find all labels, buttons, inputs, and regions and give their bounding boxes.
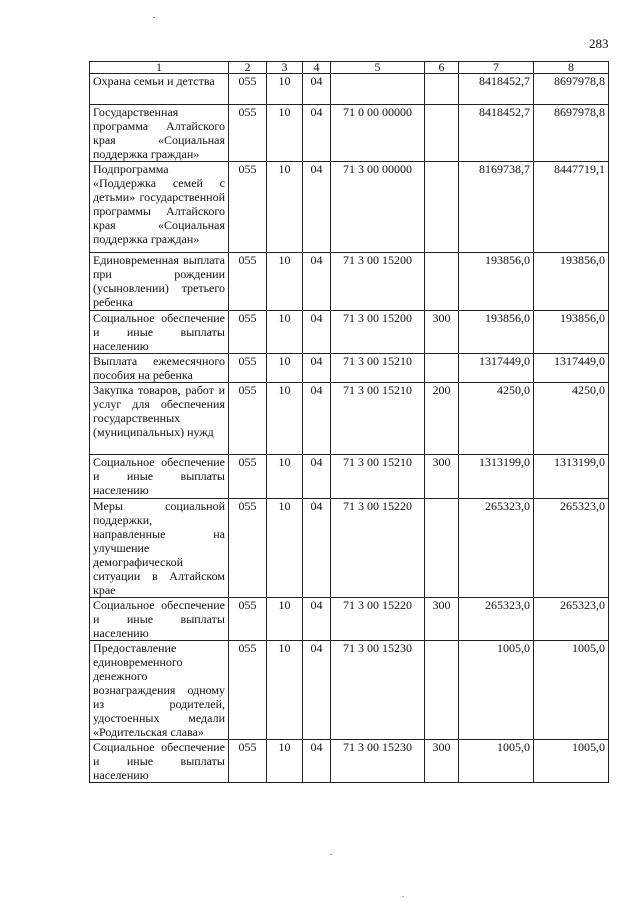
section-code: 10 bbox=[267, 354, 303, 383]
amount-year-1: 8418452,7 bbox=[459, 74, 534, 105]
admin-code: 055 bbox=[229, 74, 267, 105]
header-cell: 6 bbox=[425, 62, 459, 74]
row-name: Социальное обеспечение и иные выплаты населению bbox=[90, 598, 229, 641]
row-name: Подпрограмма «Поддержка семей с детьми» государственной программы Алтайского края «Социальная поддержка граждан» bbox=[90, 162, 229, 253]
table-row bbox=[90, 641, 609, 740]
admin-code: 055 bbox=[229, 354, 267, 383]
scan-speck bbox=[402, 896, 404, 897]
expense-type: 300 bbox=[425, 455, 459, 499]
amount-year-1: 1005,0 bbox=[459, 641, 534, 740]
table-row bbox=[90, 383, 609, 455]
table-row bbox=[90, 74, 609, 105]
amount-year-1: 193856,0 bbox=[459, 311, 534, 354]
subsection-code: 04 bbox=[303, 253, 331, 311]
amount-year-2: 1005,0 bbox=[534, 740, 609, 783]
table-row bbox=[90, 598, 609, 641]
admin-code: 055 bbox=[229, 641, 267, 740]
subsection-code: 04 bbox=[303, 162, 331, 253]
amount-year-1: 8418452,7 bbox=[459, 105, 534, 162]
expense-type bbox=[425, 162, 459, 253]
admin-code: 055 bbox=[229, 455, 267, 499]
subsection-code: 04 bbox=[303, 311, 331, 354]
amount-year-2: 8697978,8 bbox=[534, 74, 609, 105]
expense-type bbox=[425, 74, 459, 105]
expense-type bbox=[425, 105, 459, 162]
target-article: 71 3 00 15210 bbox=[331, 383, 425, 455]
target-article: 71 3 00 00000 bbox=[331, 162, 425, 253]
row-name: Охрана семьи и детства bbox=[90, 74, 229, 105]
subsection-code: 04 bbox=[303, 641, 331, 740]
section-code: 10 bbox=[267, 74, 303, 105]
amount-year-2: 1005,0 bbox=[534, 641, 609, 740]
amount-year-1: 265323,0 bbox=[459, 499, 534, 598]
amount-year-1: 8169738,7 bbox=[459, 162, 534, 253]
admin-code: 055 bbox=[229, 598, 267, 641]
target-article: 71 3 00 15210 bbox=[331, 455, 425, 499]
subsection-code: 04 bbox=[303, 383, 331, 455]
amount-year-1: 4250,0 bbox=[459, 383, 534, 455]
target-article: 71 3 00 15210 bbox=[331, 354, 425, 383]
expense-type: 300 bbox=[425, 740, 459, 783]
table-row bbox=[90, 455, 609, 499]
amount-year-1: 265323,0 bbox=[459, 598, 534, 641]
admin-code: 055 bbox=[229, 105, 267, 162]
row-name: Меры социальной поддержки, направленные на улучшение демографической ситуации в Алтайском крае bbox=[90, 499, 229, 598]
subsection-code: 04 bbox=[303, 598, 331, 641]
header-cell: 8 bbox=[534, 62, 609, 74]
scan-speck bbox=[153, 17, 155, 18]
amount-year-2: 8447719,1 bbox=[534, 162, 609, 253]
section-code: 10 bbox=[267, 598, 303, 641]
subsection-code: 04 bbox=[303, 74, 331, 105]
subsection-code: 04 bbox=[303, 455, 331, 499]
header-cell: 5 bbox=[331, 62, 425, 74]
table-row bbox=[90, 354, 609, 383]
row-name: Выплата ежемесячного пособия на ребенка bbox=[90, 354, 229, 383]
row-name: Закупка товаров, работ и услуг для обеспечения государственных (муниципальных) нужд bbox=[90, 383, 229, 455]
admin-code: 055 bbox=[229, 499, 267, 598]
amount-year-2: 265323,0 bbox=[534, 598, 609, 641]
amount-year-1: 193856,0 bbox=[459, 253, 534, 311]
table-row bbox=[90, 499, 609, 598]
budget-table bbox=[89, 61, 609, 783]
admin-code: 055 bbox=[229, 740, 267, 783]
header-cell: 3 bbox=[267, 62, 303, 74]
expense-type bbox=[425, 641, 459, 740]
target-article: 71 3 00 15200 bbox=[331, 311, 425, 354]
subsection-code: 04 bbox=[303, 105, 331, 162]
amount-year-2: 1313199,0 bbox=[534, 455, 609, 499]
header-cell: 1 bbox=[90, 62, 229, 74]
section-code: 10 bbox=[267, 499, 303, 598]
amount-year-1: 1005,0 bbox=[459, 740, 534, 783]
section-code: 10 bbox=[267, 455, 303, 499]
row-name: Социальное обеспечение и иные выплаты населению bbox=[90, 740, 229, 783]
row-name: Предоставление единовременного денежного вознаграждения одному из родителей, удостоенных медали «Родительская слава» bbox=[90, 641, 229, 740]
row-name: Социальное обеспечение и иные выплаты населению bbox=[90, 311, 229, 354]
row-name: Государственная программа Алтайского края «Социальная поддержка граждан» bbox=[90, 105, 229, 162]
expense-type: 300 bbox=[425, 598, 459, 641]
section-code: 10 bbox=[267, 383, 303, 455]
admin-code: 055 bbox=[229, 253, 267, 311]
section-code: 10 bbox=[267, 641, 303, 740]
header-cell: 7 bbox=[459, 62, 534, 74]
expense-type bbox=[425, 499, 459, 598]
table-header-row bbox=[90, 62, 609, 74]
target-article bbox=[331, 74, 425, 105]
table-row bbox=[90, 311, 609, 354]
expense-type bbox=[425, 253, 459, 311]
target-article: 71 3 00 15220 bbox=[331, 598, 425, 641]
section-code: 10 bbox=[267, 162, 303, 253]
expense-type bbox=[425, 354, 459, 383]
target-article: 71 3 00 15200 bbox=[331, 253, 425, 311]
admin-code: 055 bbox=[229, 162, 267, 253]
amount-year-1: 1317449,0 bbox=[459, 354, 534, 383]
section-code: 10 bbox=[267, 740, 303, 783]
amount-year-2: 193856,0 bbox=[534, 253, 609, 311]
section-code: 10 bbox=[267, 311, 303, 354]
table-row bbox=[90, 253, 609, 311]
section-code: 10 bbox=[267, 253, 303, 311]
expense-type: 200 bbox=[425, 383, 459, 455]
amount-year-2: 4250,0 bbox=[534, 383, 609, 455]
row-name: Социальное обеспечение и иные выплаты населению bbox=[90, 455, 229, 499]
subsection-code: 04 bbox=[303, 354, 331, 383]
table-row bbox=[90, 105, 609, 162]
subsection-code: 04 bbox=[303, 499, 331, 598]
row-name: Единовременная выплата при рождении (усыновлении) третьего ребенка bbox=[90, 253, 229, 311]
admin-code: 055 bbox=[229, 311, 267, 354]
target-article: 71 3 00 15230 bbox=[331, 740, 425, 783]
header-cell: 2 bbox=[229, 62, 267, 74]
admin-code: 055 bbox=[229, 383, 267, 455]
header-cell: 4 bbox=[303, 62, 331, 74]
target-article: 71 0 00 00000 bbox=[331, 105, 425, 162]
table-row bbox=[90, 740, 609, 783]
section-code: 10 bbox=[267, 105, 303, 162]
target-article: 71 3 00 15220 bbox=[331, 499, 425, 598]
page-number: 283 bbox=[589, 36, 609, 51]
expense-type: 300 bbox=[425, 311, 459, 354]
amount-year-2: 265323,0 bbox=[534, 499, 609, 598]
subsection-code: 04 bbox=[303, 740, 331, 783]
amount-year-1: 1313199,0 bbox=[459, 455, 534, 499]
amount-year-2: 193856,0 bbox=[534, 311, 609, 354]
table-row bbox=[90, 162, 609, 253]
scan-speck bbox=[330, 854, 332, 855]
amount-year-2: 8697978,8 bbox=[534, 105, 609, 162]
target-article: 71 3 00 15230 bbox=[331, 641, 425, 740]
amount-year-2: 1317449,0 bbox=[534, 354, 609, 383]
